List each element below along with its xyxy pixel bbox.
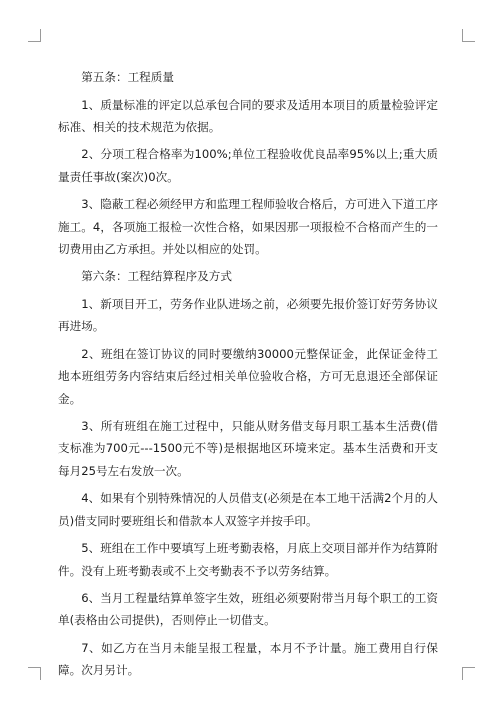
crop-mark-top-right (462, 29, 475, 42)
document-body (58, 66, 438, 686)
section-5-heading: 第五条：工程质量 (81, 70, 174, 84)
crop-mark-bottom-right (462, 667, 475, 680)
section-6-heading: 第六条：工程结算程序及方式 (81, 269, 232, 284)
section-6-item-6: 6、当月工程量结算单签字生效，班组必须要附带当月每个职工的工资单(表格由公司提供)，否则停止一切借支。 (58, 590, 438, 628)
section-5-item-3: 3、隐蔽工程必须经甲方和监理工程师验收合格后，方可进入下道工序施工。4，各项施工报检一次性合格，如果因那一项报检不合格而产生的一切费用由乙方承担。并处以相应的处罚。 (58, 197, 438, 257)
section-5-item-1: 1、质量标准的评定以总承包合同的要求及适用本项目的质量检验评定标准、相关的技术规范为依据。 (58, 97, 438, 134)
section-6-item-2: 2、班组在签订协议的同时要缴纳30000元整保证金，此保证金待工地本班组劳务内容结束后经过相关单位验收合格，方可无息退还全部保证金。 (58, 346, 438, 406)
section-6-item-3: 3、所有班组在施工过程中，只能从财务借支每月职工基本生活费(借支标准为700元---1500元不等)是根据地区环境来定。基本生活费和开支每月25号左右发放一次。 (58, 418, 438, 478)
crop-mark-bottom-left (28, 667, 41, 680)
section-6-item-5: 5、班组在工作中要填写上班考勤表格，月底上交项目部并作为结算附件。没有上班考勤表或不上交考勤表不予以劳务结算。 (58, 541, 438, 578)
crop-mark-top-left (28, 29, 41, 42)
section-5-item-2: 2、分项工程合格率为100%;单位工程验收优良品率95%以上;重大质量责任事故(案次)0次。 (58, 147, 438, 184)
section-6-item-1: 1、新项目开工，劳务作业队进场之前，必须要先报价签订好劳务协议再进场。 (58, 296, 438, 334)
section-6-item-7: 7、如乙方在当月未能呈报工程量，本月不予计量。施工费用自行保障。次月另计。 (58, 640, 438, 678)
section-6-item-4: 4、如果有个别特殊情况的人员借支(必须是在本工地干活满2个月的人员)借支同时要班组长和借款本人双签字并按手印。 (58, 491, 438, 528)
